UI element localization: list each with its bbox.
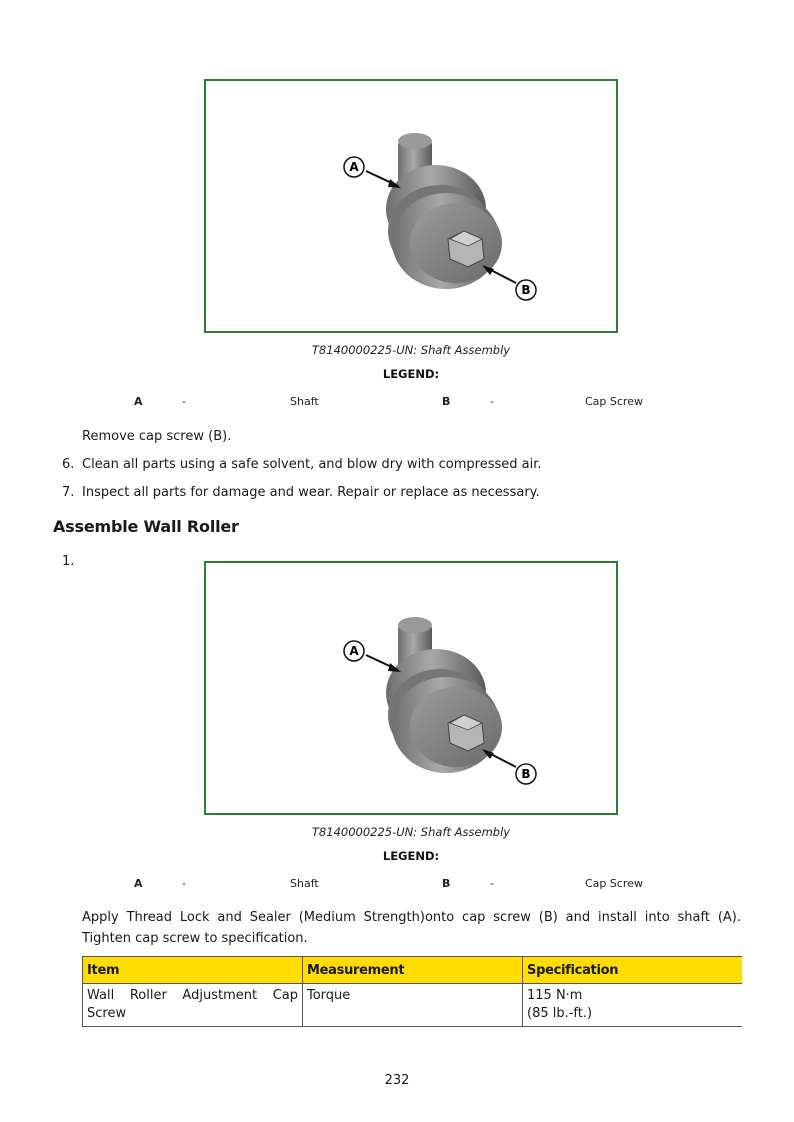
legend-title: LEGEND: <box>382 849 440 863</box>
legend-separator: - <box>182 877 186 890</box>
step-6-text: Clean all parts using a safe solvent, and blow dry with compressed air. <box>82 457 542 472</box>
legend-key-b: B <box>442 877 451 890</box>
legend-separator: - <box>490 395 494 408</box>
instruction-text: Apply Thread Lock and Sealer (Medium Strength)onto cap screw (B) and install into shaft (A). Tighten cap screw to specification. <box>82 910 741 946</box>
callout-b: B <box>521 767 531 781</box>
legend-value-shaft: Shaft <box>290 395 319 408</box>
header-item: Item <box>83 957 303 984</box>
callout-a: A <box>349 160 359 174</box>
legend-row <box>0 395 794 411</box>
table-row <box>83 984 742 1027</box>
legend-key-a: A <box>134 395 143 408</box>
spec-imperial: (85 lb.-ft.) <box>527 1006 593 1021</box>
shaft-assembly-illustration <box>206 563 616 813</box>
specification-table <box>82 956 742 1027</box>
figure-shaft-assembly-1 <box>204 79 618 333</box>
cell-item: Wall Roller Adjustment Cap Screw <box>83 984 303 1027</box>
legend-separator: - <box>490 877 494 890</box>
spec-metric: 115 N·m <box>527 988 583 1003</box>
step-number-6: 6. <box>62 457 75 472</box>
step-number-1: 1. <box>62 554 75 569</box>
legend-title: LEGEND: <box>382 367 440 381</box>
figure-shaft-assembly-2 <box>204 561 618 815</box>
legend-value-shaft: Shaft <box>290 877 319 890</box>
legend-value-cap-screw: Cap Screw <box>585 395 643 408</box>
callout-b: B <box>521 283 531 297</box>
step-7-text: Inspect all parts for damage and wear. Repair or replace as necessary. <box>82 485 540 500</box>
legend-value-cap-screw: Cap Screw <box>585 877 643 890</box>
table-header-row <box>83 957 742 984</box>
figure-caption: T8140000225-UN: Shaft Assembly <box>311 343 511 357</box>
figure-caption: T8140000225-UN: Shaft Assembly <box>311 825 511 839</box>
remove-cap-screw-text: Remove cap screw (B). <box>82 429 232 444</box>
step-number-7: 7. <box>62 485 75 500</box>
section-title: Assemble Wall Roller <box>53 517 239 536</box>
callout-a: A <box>349 644 359 658</box>
cell-specification <box>523 984 742 1027</box>
cell-measurement: Torque <box>303 984 523 1027</box>
header-specification: Specification <box>523 957 742 984</box>
legend-key-a: A <box>134 877 143 890</box>
legend-key-b: B <box>442 395 451 408</box>
legend-row <box>0 877 794 893</box>
legend-separator: - <box>182 395 186 408</box>
page-number: 232 <box>384 1073 410 1088</box>
header-measurement: Measurement <box>303 957 523 984</box>
shaft-assembly-illustration <box>206 81 616 331</box>
